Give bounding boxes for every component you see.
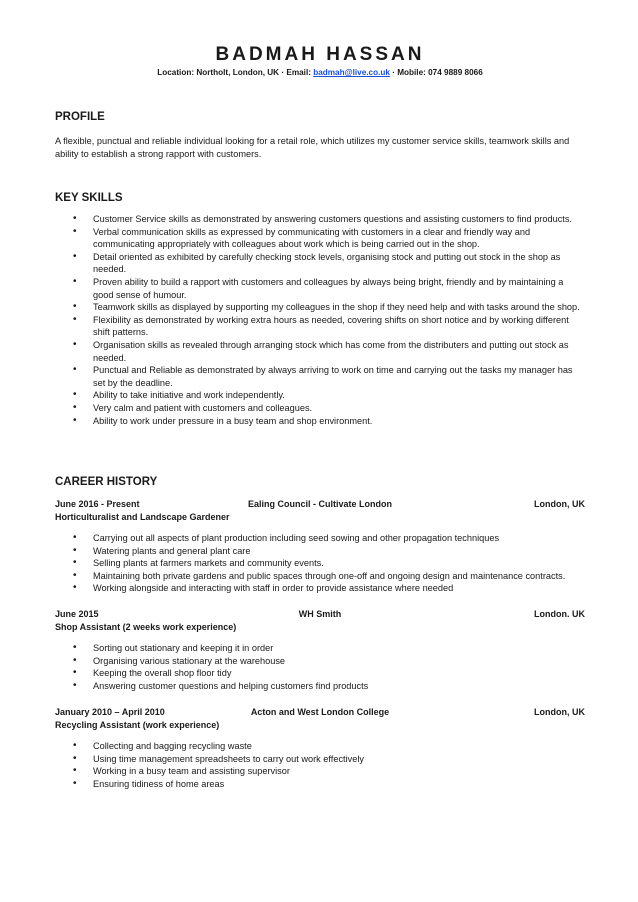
job-date: January 2010 – April 2010: [55, 707, 165, 717]
job-location: London, UK: [534, 499, 585, 509]
career-heading: CAREER HISTORY: [55, 476, 158, 488]
job-duties: [55, 740, 585, 790]
job-title: Recycling Assistant (work experience): [55, 720, 220, 730]
skills-list: [55, 213, 585, 427]
list-item: • Customer Service skills as demonstrated by answering customers questions and assisting customers to find products.: [55, 213, 585, 226]
job-date: June 2015: [55, 609, 99, 619]
job-header: [55, 609, 585, 621]
candidate-name: BADMAH HASSAN: [215, 44, 425, 65]
list-item: • Very calm and patient with customers and colleagues.: [55, 402, 585, 415]
job-duties: [55, 642, 585, 692]
list-item: • Working in a busy team and assisting supervisor: [55, 765, 585, 778]
mobile-text: · Mobile: 074 9889 8066: [389, 68, 483, 77]
list-item: • Ensuring tidiness of home areas: [55, 778, 585, 791]
job-organisation: WH Smith: [298, 609, 342, 619]
list-item: • Carrying out all aspects of plant production including seed sowing and other propagation techniques: [55, 532, 585, 545]
profile-text: A flexible, punctual and reliable individual looking for a retail role, which utilizes my customer service skills, teamwork skills and ability to establish a strong rapport with customers.: [55, 136, 570, 159]
list-item: • Sorting out stationary and keeping it in order: [55, 642, 585, 655]
job-location: London, UK: [534, 707, 585, 717]
job-location: London. UK: [534, 609, 585, 619]
list-item: • Punctual and Reliable as demonstrated by always arriving to work on time and carrying out the tasks my manager has set by the deadline.: [55, 364, 585, 389]
list-item: • Verbal communication skills as expressed by communicating with customers in a clear and friendly way and communicating appropriately with colleagues about work which is being carried out in the shop.: [55, 226, 585, 251]
job-organisation: Acton and West London College: [250, 707, 390, 717]
job-duties: [55, 532, 585, 595]
list-item: • Ability to take initiative and work independently.: [55, 389, 585, 402]
skills-heading: KEY SKILLS: [55, 192, 123, 204]
list-item: • Working alongside and interacting with staff in order to provide assistance where needed: [55, 582, 585, 595]
list-item: • Collecting and bagging recycling waste: [55, 740, 585, 753]
list-item: • Flexibility as demonstrated by working extra hours as needed, covering shifts on short notice and by working different shift patterns.: [55, 314, 585, 339]
list-item: • Organisation skills as revealed through arranging stock which has come from the distributers and putting out stock as needed.: [55, 339, 585, 364]
location-text: Location: Northolt, London, UK · Email:: [157, 68, 314, 77]
job-header: [55, 707, 585, 719]
job-date: June 2016 - Present: [55, 499, 140, 509]
list-item: • Maintaining both private gardens and public spaces through one-off and ongoing design and maintenance contracts.: [55, 570, 585, 583]
job-title: Shop Assistant (2 weeks work experience): [55, 622, 237, 632]
job-organisation: Ealing Council - Cultivate London: [248, 499, 392, 509]
job-title: Horticulturalist and Landscape Gardener: [55, 512, 230, 522]
email-link[interactable]: badmah@live.co.uk: [313, 68, 390, 77]
profile-heading: PROFILE: [55, 111, 105, 123]
list-item: • Ability to work under pressure in a busy team and shop environment.: [55, 415, 585, 428]
job-header: [55, 499, 585, 511]
list-item: • Proven ability to build a rapport with customers and colleagues by always being bright, friendly and by maintaining a good sense of humour.: [55, 276, 585, 301]
list-item: • Using time management spreadsheets to carry out work effectively: [55, 753, 585, 766]
list-item: • Watering plants and general plant care: [55, 545, 585, 558]
list-item: • Selling plants at farmers markets and community events.: [55, 557, 585, 570]
list-item: • Teamwork skills as displayed by supporting my colleagues in the shop if they need help and with tasks around the shop.: [55, 301, 585, 314]
list-item: • Answering customer questions and helping customers find products: [55, 680, 585, 693]
contact-line: [55, 68, 585, 77]
list-item: • Detail oriented as exhibited by carefully checking stock levels, organising stock and putting out stock in the shop as needed.: [55, 251, 585, 276]
list-item: • Organising various stationary at the warehouse: [55, 655, 585, 668]
list-item: • Keeping the overall shop floor tidy: [55, 667, 585, 680]
